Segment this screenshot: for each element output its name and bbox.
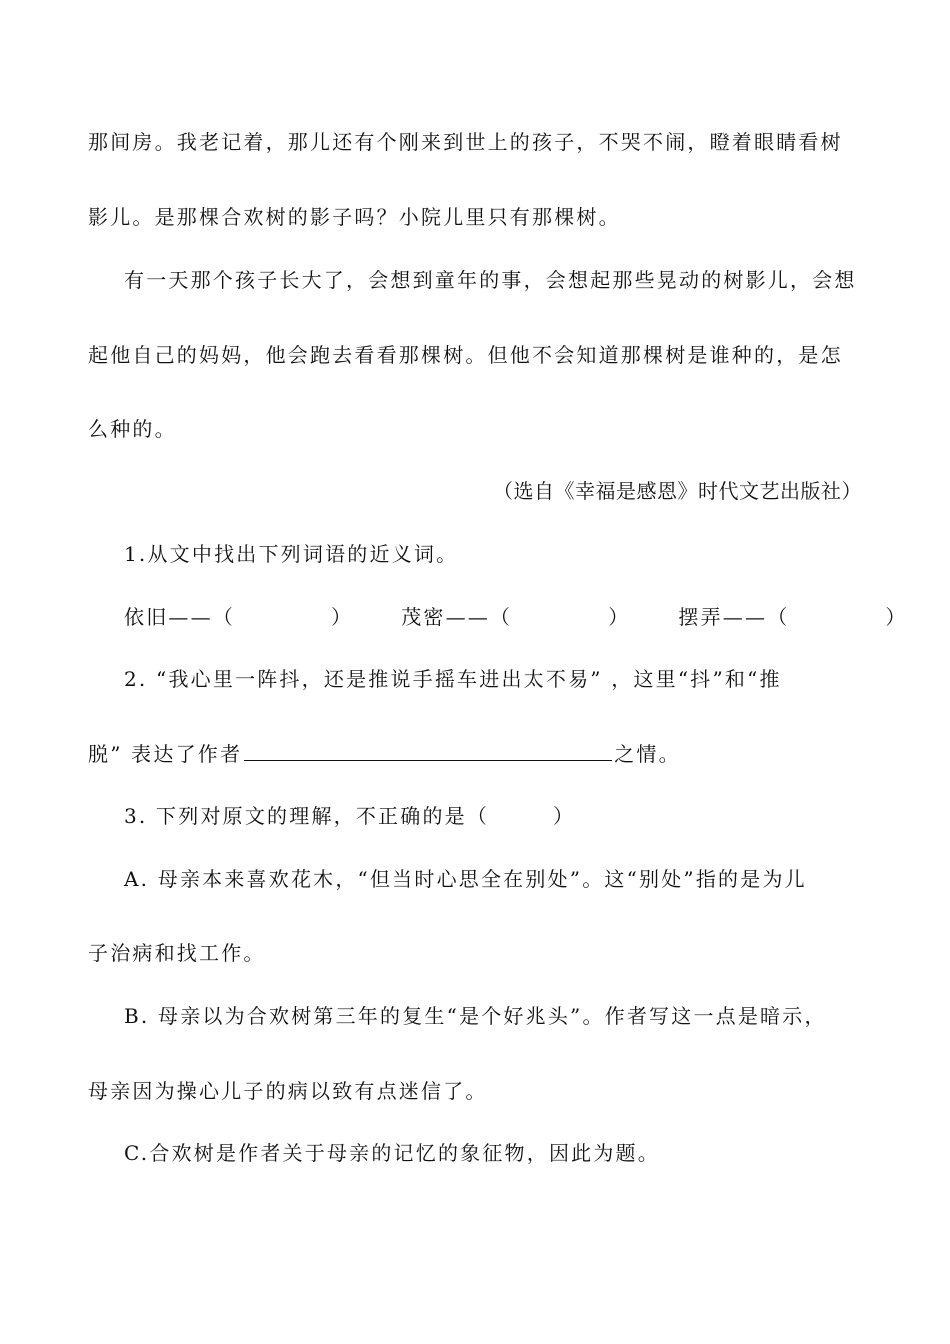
passage-line-2: 影儿。是那棵合欢树的影子吗？小院儿里只有那棵树。 [88,205,621,229]
passage-line-3: 有一天那个孩子长大了，会想到童年的事，会想起那些晃动的树影儿，会想 [124,268,857,292]
question-2-line-2 [88,740,868,768]
question-2-line-1: 2. “我心里一阵抖，还是推说手摇车进出太不易” ，这里“抖”和“推 [124,667,782,691]
option-a-line-1: A. 母亲本来喜欢花木，“但当时心思全在别处”。这“别处”指的是为儿 [124,867,807,891]
question-2-suffix: 之情。 [614,742,681,766]
passage-line-1: 那间房。我老记着，那儿还有个刚来到世上的孩子，不哭不闹，瞪着眼睛看树 [88,130,843,154]
option-b-line-1: B. 母亲以为合欢树第三年的复生“是个好兆头”。作者写这一点是暗示， [124,1004,827,1028]
option-c-line-1: C.合欢树是作者关于母亲的记忆的象征物，因此为题。 [124,1141,660,1165]
option-a-line-2: 子治病和找工作。 [88,941,266,965]
synonym-item-2-word: 茂密——（ [401,605,513,629]
synonym-item-1-word: 依旧——（ [124,605,235,629]
synonym-item-2-close: ） [608,605,631,629]
synonym-item-1-close: ） [331,605,354,629]
question-2-answer-blank[interactable] [244,740,612,761]
synonym-item-3-close: ） [885,605,908,629]
question-1-prompt: 1.从文中找出下列词语的近义词。 [124,542,459,566]
question-3-prefix: 3. 下列对原文的理解，不正确的是（ [124,804,490,828]
question-3-prompt [124,802,904,830]
question-3-suffix: ） [553,804,576,828]
passage-line-4: 起他自己的妈妈，他会跑去看看那棵树。但他不会知道那棵树是谁种的，是怎 [88,343,843,367]
question-2-prefix: 脱” 表达了作者 [88,742,243,766]
synonym-item-3-word: 摆弄——（ [678,605,790,629]
source-citation: （选自《幸福是感恩》时代文艺出版社） [493,479,862,503]
question-1-items [124,603,908,631]
option-b-line-2: 母亲因为操心儿子的病以致有点迷信了。 [88,1079,488,1103]
passage-line-5: 么种的。 [88,417,177,441]
